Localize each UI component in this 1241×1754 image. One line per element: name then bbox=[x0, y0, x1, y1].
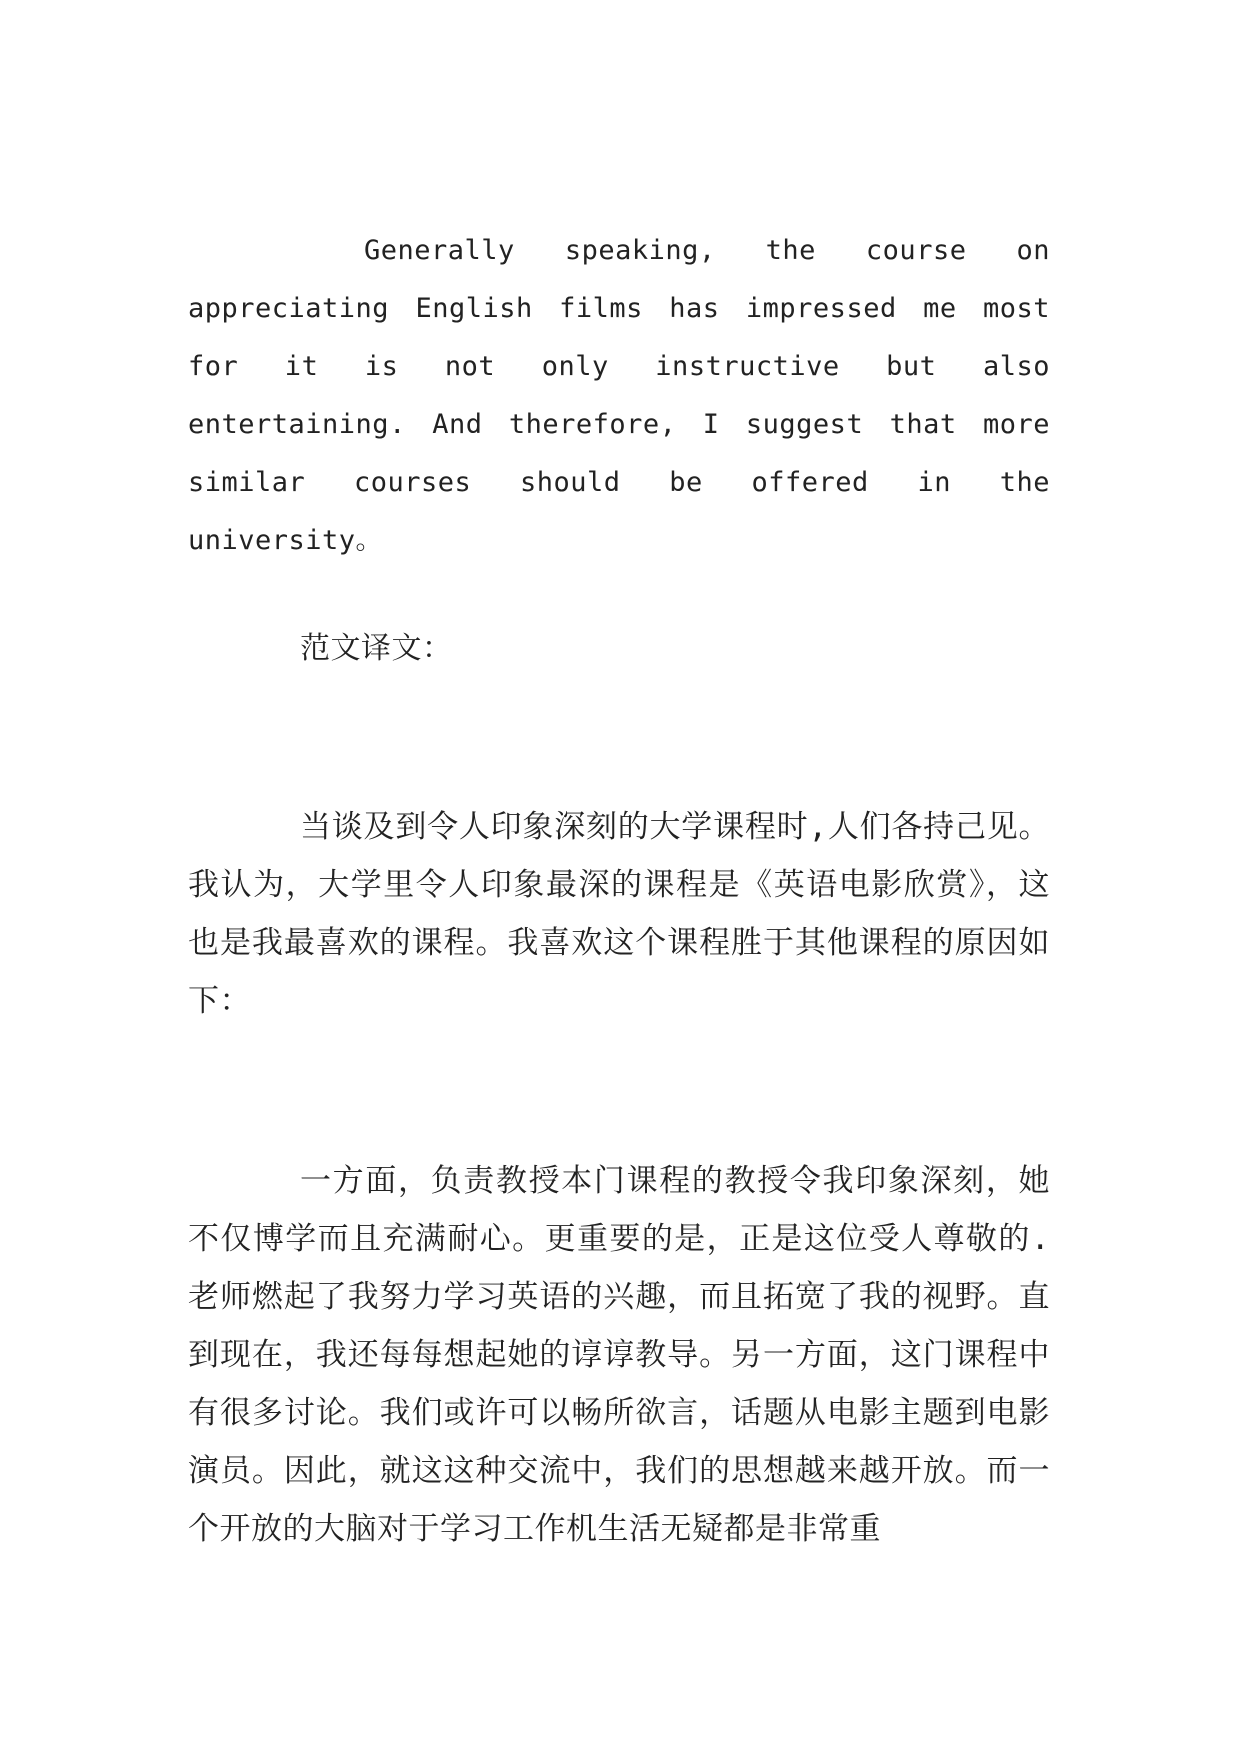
english-line: Generally speaking, the course on bbox=[364, 235, 1050, 266]
english-line: entertaining. And therefore, I suggest that more bbox=[188, 409, 1050, 440]
english-line: for it is not only instructive but also bbox=[188, 351, 1050, 382]
chinese-paragraph: 一方面，负责教授本门课程的教授令我印象深刻，她不仅博学而且充满耐心。更重要的是，正是这位受人尊敬的.老师燃起了我努力学习英语的兴趣，而且拓宽了我的视野。直到现在，我还每每想起她的谆谆教导。另一方面，这门课程中有很多讨论。我们或许可以畅所欲言，话题从电影主题到电影演员。因此，就这这种交流中，我们的思想越来越开放。而一个开放的大脑对于学习工作机生活无疑都是非常重 bbox=[188, 1163, 1050, 1547]
english-paragraph bbox=[188, 222, 1050, 570]
translation-heading: 范文译文： bbox=[300, 631, 453, 666]
english-line: appreciating English films has impressed me most bbox=[188, 293, 1050, 324]
english-line: similar courses should be offered in the university。 bbox=[188, 467, 1050, 556]
chinese-paragraph: 当谈及到令人印象深刻的大学课程时,人们各持己见。我认为，大学里令人印象最深的课程是《英语电影欣赏》，这也是我最喜欢的课程。我喜欢这个课程胜于其他课程的原因如下： bbox=[188, 809, 1050, 1019]
